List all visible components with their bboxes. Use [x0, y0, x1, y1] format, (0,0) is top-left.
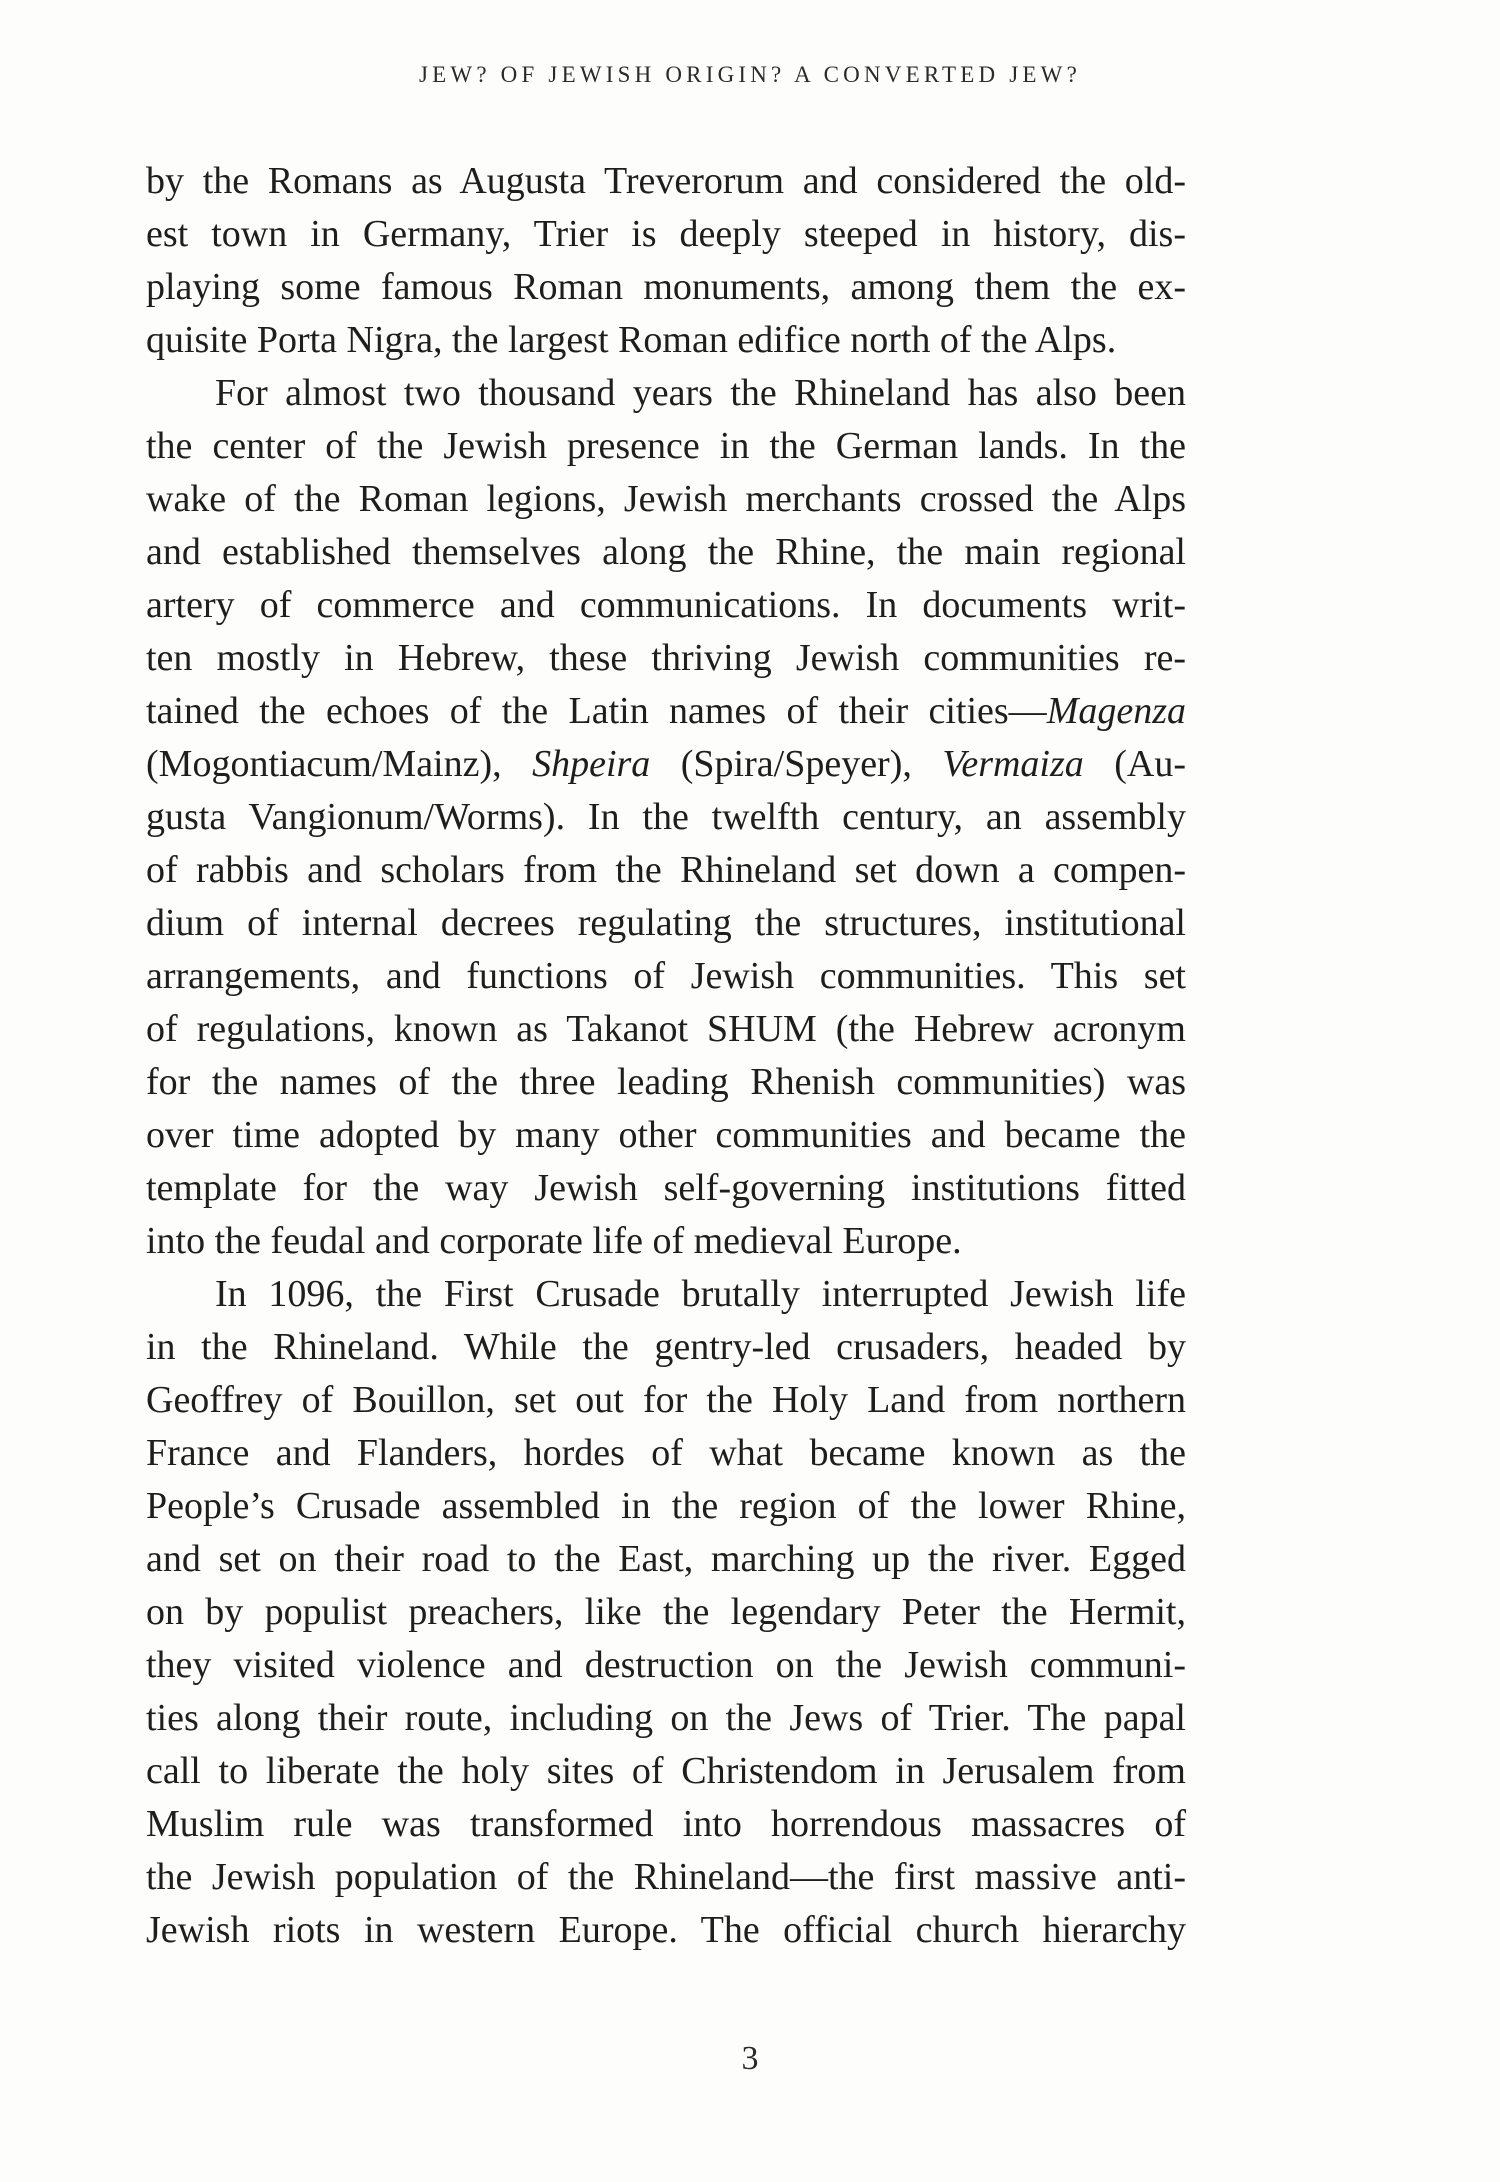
text-line: in the Rhineland. While the gentry-led crusaders, headed by: [146, 1326, 1186, 1368]
text-line: the center of the Jewish presence in the German lands. In the: [146, 425, 1186, 467]
text-line: and established themselves along the Rhine, the main regional: [146, 531, 1186, 573]
text-line: template for the way Jewish self-governing institutions fitted: [146, 1167, 1186, 1209]
text-line: by the Romans as Augusta Treverorum and considered the old-: [146, 160, 1186, 202]
text-line: (Mogontiacum/Mainz), Shpeira (Spira/Speyer), Vermaiza (Au-: [146, 743, 1186, 785]
text-line: Geoffrey of Bouillon, set out for the Holy Land from northern: [146, 1379, 1186, 1421]
text-line: artery of commerce and communications. In documents writ-: [146, 584, 1186, 626]
body-text: [146, 155, 1186, 1957]
text-line: For almost two thousand years the Rhineland has also been: [215, 372, 1186, 414]
text-line: est town in Germany, Trier is deeply steeped in history, dis-: [146, 213, 1186, 255]
text-line: People’s Crusade assembled in the region of the lower Rhine,: [146, 1485, 1186, 1527]
text-line: into the feudal and corporate life of medieval Europe.: [146, 1220, 962, 1262]
text-line: call to liberate the holy sites of Christendom in Jerusalem from: [146, 1750, 1186, 1792]
text-line: quisite Porta Nigra, the largest Roman edifice north of the Alps.: [146, 319, 1117, 361]
text-line: they visited violence and destruction on the Jewish communi-: [146, 1644, 1186, 1686]
text-line: on by populist preachers, like the legendary Peter the Hermit,: [146, 1591, 1186, 1633]
text-line: playing some famous Roman monuments, among them the ex-: [146, 266, 1186, 308]
text-line: dium of internal decrees regulating the structures, institutional: [146, 902, 1186, 944]
text-line: Jewish riots in western Europe. The official church hierarchy: [146, 1909, 1186, 1951]
text-line: of regulations, known as Takanot SHUM (the Hebrew acronym: [146, 1008, 1186, 1050]
text-line: arrangements, and functions of Jewish communities. This set: [146, 955, 1186, 997]
text-line: Muslim rule was transformed into horrendous massacres of: [146, 1803, 1186, 1845]
text-line: wake of the Roman legions, Jewish merchants crossed the Alps: [146, 478, 1186, 520]
running-head: JEW? OF JEWISH ORIGIN? A CONVERTED JEW?: [419, 62, 1081, 87]
text-line: France and Flanders, hordes of what became known as the: [146, 1432, 1186, 1474]
text-line: ties along their route, including on the Jews of Trier. The papal: [146, 1697, 1186, 1739]
text-line: over time adopted by many other communities and became the: [146, 1114, 1186, 1156]
text-line: tained the echoes of the Latin names of their cities—Magenza: [146, 690, 1186, 732]
text-line: of rabbis and scholars from the Rhineland set down a compen-: [146, 849, 1186, 891]
italic-term: Shpeira: [532, 743, 651, 785]
page-number: 3: [741, 2040, 759, 2077]
text-line: In 1096, the First Crusade brutally interrupted Jewish life: [215, 1273, 1186, 1315]
text-line: and set on their road to the East, marching up the river. Egged: [146, 1538, 1186, 1580]
italic-term: Magenza: [1046, 690, 1186, 732]
text-line: gusta Vangionum/Worms). In the twelfth century, an assembly: [146, 796, 1186, 838]
italic-term: Vermaiza: [942, 743, 1084, 785]
text-line: ten mostly in Hebrew, these thriving Jewish communities re-: [146, 637, 1186, 679]
text-line: the Jewish population of the Rhineland—the first massive anti-: [146, 1856, 1186, 1898]
text-line: for the names of the three leading Rhenish communities) was: [146, 1061, 1186, 1103]
